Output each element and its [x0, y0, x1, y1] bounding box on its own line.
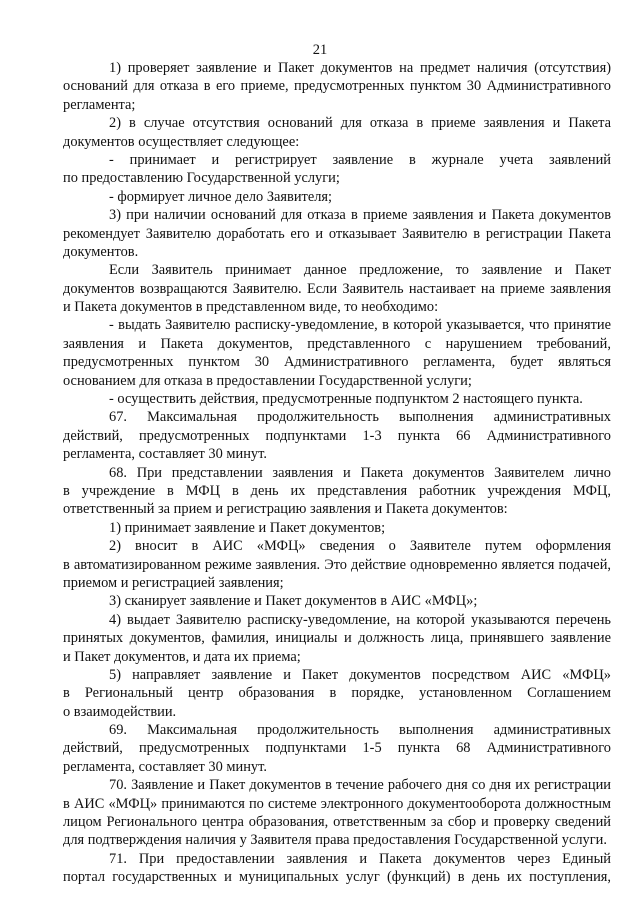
text-line: для подтверждения наличия у Заявителя права предоставления Государственной услуги. — [63, 832, 607, 849]
text-line: 5) направляет заявление и Пакет документов посредством АИС «МФЦ» — [109, 666, 611, 683]
text-line: в автоматизированном режиме заявления. Это действие одновременно является подачей, — [63, 556, 611, 573]
text-line: портал государственных и муниципальных услуг (функций) в день их поступления, — [63, 869, 611, 886]
text-line: лицом Регионального центра образования, ответственным за сбор и проверку сведений — [63, 814, 611, 831]
text-line: документов осуществляет следующее: — [63, 133, 300, 150]
text-line: в АИС «МФЦ» принимаются по системе электронного документооборота должностным — [63, 795, 611, 812]
text-line: 71. При предоставлении заявления и Пакета документов через Единый — [109, 850, 611, 867]
text-line: 2) в случае отсутствия оснований для отказа в приеме заявления и Пакета — [109, 115, 611, 132]
text-line: - принимает и регистрирует заявление в журнале учета заявлений — [109, 151, 611, 168]
text-line: действий, предусмотренных подпунктами 1-3 пункта 66 Административного — [63, 427, 611, 444]
text-line: документов. — [63, 243, 139, 260]
text-line: основанием для отказа в предоставлении Государственной услуги; — [63, 372, 472, 389]
text-line: 67. Максимальная продолжительность выполнения административных — [109, 409, 611, 426]
text-line: ответственный за прием и регистрацию заявления и Пакета документов: — [63, 501, 508, 518]
text-line: заявления и Пакета документов, представленного с нарушением требований, — [63, 335, 611, 352]
text-line: 4) выдает Заявителю расписку-уведомление, на которой указываются перечень — [109, 611, 611, 628]
text-line: Если Заявитель принимает данное предложение, то заявление и Пакет — [109, 262, 611, 279]
text-line: - осуществить действия, предусмотренные подпунктом 2 настоящего пункта. — [109, 391, 583, 408]
text-line: документов возвращаются Заявителю. Если Заявитель настаивает на приеме заявления — [63, 280, 611, 297]
text-line: предусмотренных пунктом 30 Административного регламента, будет являться — [63, 354, 611, 371]
text-line: регламента, составляет 30 минут. — [63, 446, 267, 463]
text-line: в Региональный центр образования в порядке, установленном Соглашением — [63, 685, 611, 702]
text-line: о взаимодействии. — [63, 703, 177, 720]
text-line: в учреждение в МФЦ в день их представления работник учреждения МФЦ, — [63, 482, 611, 499]
text-line: приемом и регистрацией заявления; — [63, 574, 284, 591]
text-line: и Пакет документов, и дата их приема; — [63, 648, 301, 665]
page-number: 21 — [312, 42, 328, 58]
text-line: 1) принимает заявление и Пакет документов; — [109, 519, 386, 536]
text-line: 3) при наличии оснований для отказа в приеме заявления и Пакета документов — [109, 207, 611, 224]
text-line: принятых документов, фамилия, инициалы и должность лица, принявшего заявление — [63, 630, 611, 647]
document-body — [63, 59, 611, 887]
text-line: - выдать Заявителю расписку-уведомление, в которой указывается, что принятие — [109, 317, 611, 334]
text-line: 68. При представлении заявления и Пакета документов Заявителем лично — [109, 464, 611, 481]
text-line: оснований для отказа в его приеме, предусмотренных пунктом 30 Административного — [63, 78, 611, 95]
text-line: действий, предусмотренных подпунктами 1-5 пункта 68 Административного — [63, 740, 611, 757]
text-line: 2) вносит в АИС «МФЦ» сведения о Заявителе путем оформления — [109, 538, 611, 555]
text-line: 70. Заявление и Пакет документов в течение рабочего дня со дня их регистрации — [109, 777, 611, 794]
text-line: 69. Максимальная продолжительность выполнения административных — [109, 722, 611, 739]
text-line: рекомендует Заявителю доработать его и отказывает Заявителю в регистрации Пакета — [63, 225, 611, 242]
text-line: и Пакета документов в представленном виде, то необходимо: — [63, 299, 439, 316]
text-line: - формирует личное дело Заявителя; — [109, 188, 333, 205]
text-line: 1) проверяет заявление и Пакет документов на предмет наличия (отсутствия) — [109, 60, 611, 76]
text-line: регламента; — [63, 96, 136, 113]
text-line: по предоставлению Государственной услуги; — [63, 170, 340, 187]
text-line: регламента, составляет 30 минут. — [63, 758, 267, 775]
text-line: 3) сканирует заявление и Пакет документов в АИС «МФЦ»; — [109, 593, 478, 610]
